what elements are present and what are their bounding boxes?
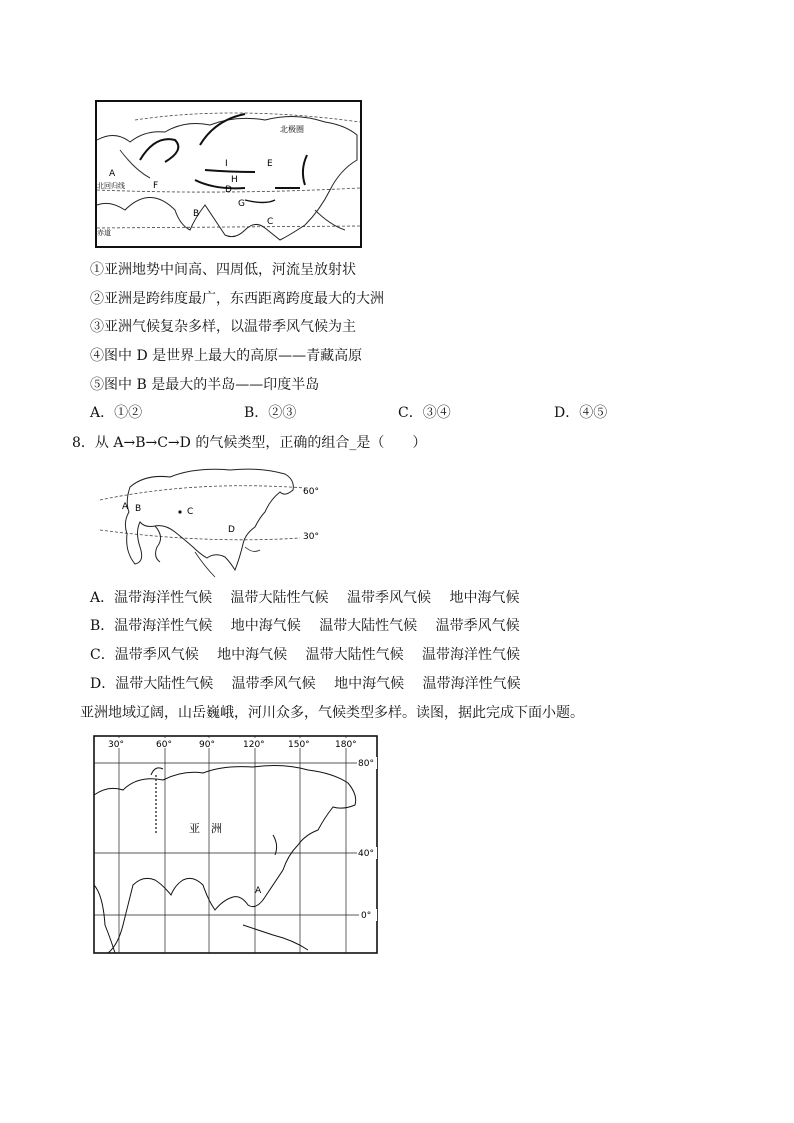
map1-label-b: B	[193, 209, 200, 219]
map1-label-e: E	[267, 159, 273, 169]
lat30-label: 30°	[303, 532, 319, 542]
q7-statement-1: ①亚洲地势中间高、四周低，河流呈放射状	[90, 262, 356, 278]
lon-label-30: 30°	[108, 740, 124, 750]
lat-label-40: 40°	[358, 849, 374, 859]
q8-option-a[interactable]: A．温带海洋性气候 温带大陆性气候 温带季风气候 地中海气候	[90, 590, 520, 606]
q7-option-a[interactable]: A．①②	[90, 405, 143, 421]
arctic-circle-label: 北极圈	[280, 125, 304, 134]
lon-label-60: 60°	[156, 740, 172, 750]
lat-label-0: 0°	[361, 911, 372, 921]
lon-label-90: 90°	[199, 740, 215, 750]
map1-label-f: F	[153, 181, 159, 191]
q8-map-label-d: D	[228, 525, 235, 535]
q8-map-label-a: A	[122, 502, 129, 512]
q7-statement-4: ④图中 D 是世界上最大的高原——青藏高原	[90, 348, 363, 364]
passage-intro: 亚洲地域辽阔，山岳巍峨，河川众多，气候类型多样。读图，据此完成下面小题。	[80, 705, 584, 721]
q8-option-b[interactable]: B．温带海洋性气候 地中海气候 温带大陆性气候 温带季风气候	[90, 618, 520, 634]
lon-label-150: 150°	[288, 740, 310, 750]
q7-statement-3: ③亚洲气候复杂多样，以温带季风气候为主	[90, 319, 356, 335]
q8-map-label-c: C	[187, 507, 194, 517]
map1-label-c: C	[267, 217, 274, 227]
q8-stem: 8．从 A→B→C→D 的气候类型，正确的组合_是（ ）	[72, 435, 427, 451]
equator-label: 赤道	[97, 229, 111, 237]
lat-label-80: 80°	[358, 759, 374, 769]
q7-statement-5: ⑤图中 B 是最大的半岛——印度半岛	[90, 377, 320, 393]
lon-label-180: 180°	[335, 740, 357, 750]
q7-option-b[interactable]: B．②③	[244, 405, 297, 421]
map1-label-d: D	[225, 185, 232, 195]
lon-label-120: 120°	[243, 740, 265, 750]
asia-grid-map	[93, 735, 378, 955]
q7-option-d[interactable]: D．④⑤	[554, 405, 608, 421]
q7-option-c[interactable]: C．③④	[398, 405, 451, 421]
lat60-label: 60°	[303, 487, 319, 497]
q8-option-c[interactable]: C．温带季风气候 地中海气候 温带大陆性气候 温带海洋性气候	[90, 647, 521, 663]
map3-label-a: A	[255, 886, 262, 896]
q8-option-d[interactable]: D．温带大陆性气候 温带季风气候 地中海气候 温带海洋性气候	[90, 676, 521, 692]
asia-terrain-map	[95, 100, 362, 248]
tropic-label: 北回归线	[97, 182, 125, 190]
q7-statement-2: ②亚洲是跨纬度最广，东西距离跨度最大的大洲	[90, 291, 384, 307]
map1-label-a: A	[109, 169, 116, 179]
eurasia-climate-map	[95, 462, 335, 582]
map1-label-g: G	[238, 199, 245, 209]
map1-label-h: H	[231, 175, 238, 185]
q8-map-label-b: B	[135, 504, 142, 514]
map3-continent-label: 亚 洲	[189, 822, 222, 835]
map1-label-i: I	[225, 159, 228, 169]
